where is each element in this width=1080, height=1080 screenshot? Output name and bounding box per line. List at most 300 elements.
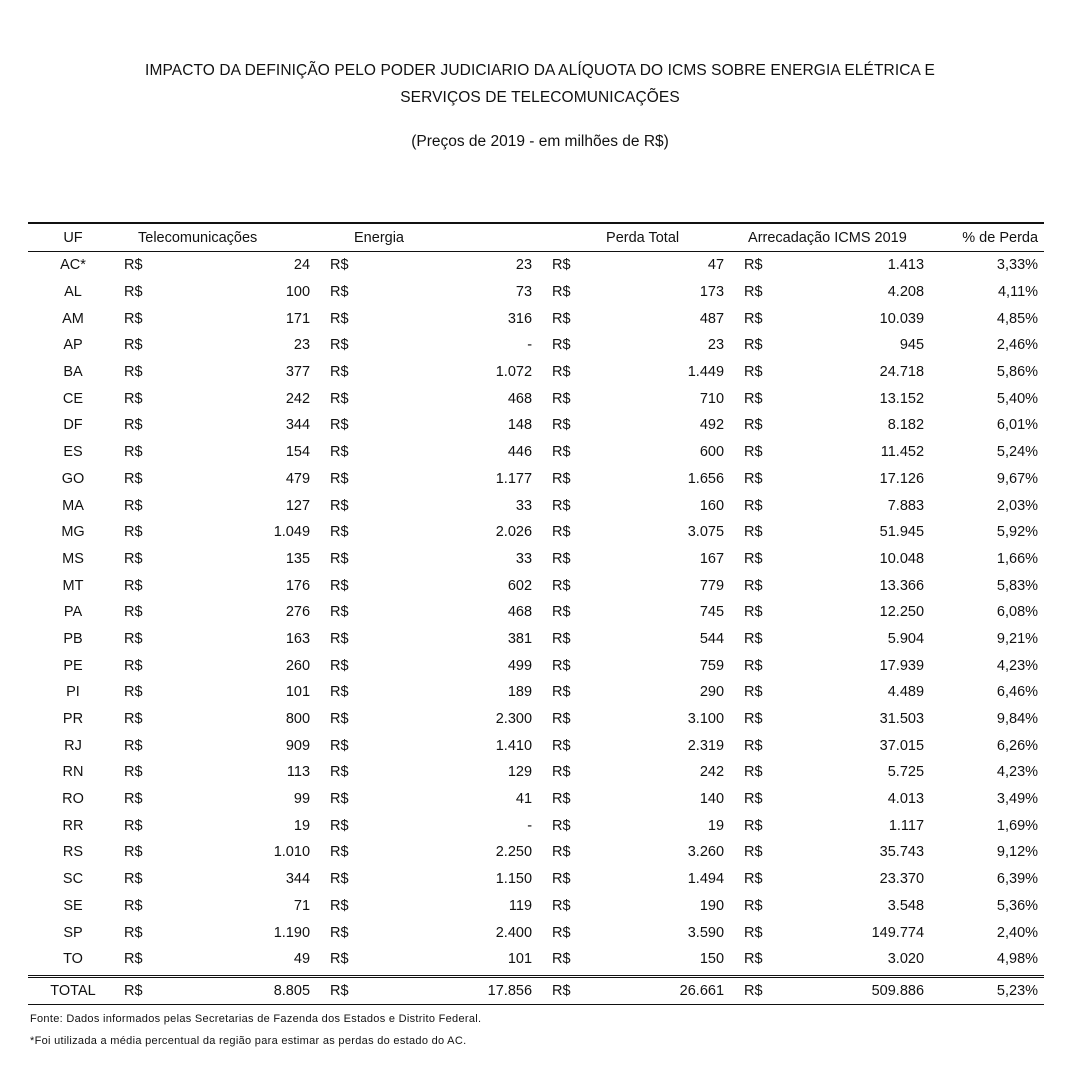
cell-arrecadacao: 4.208 (887, 284, 925, 301)
currency-label: R$ (744, 604, 763, 621)
cell-telecom: 127 (285, 497, 311, 514)
cell-energia: 189 (507, 684, 533, 701)
table-row (28, 786, 1044, 813)
cell-energia: - (527, 337, 533, 354)
notes (30, 1008, 481, 1052)
source-note: Fonte: Dados informados pelas Secretarias de Fazenda dos Estados e Distrito Federal. (30, 1013, 482, 1025)
cell-energia: 2.026 (495, 524, 533, 541)
cell-telecom: 1.049 (273, 524, 311, 541)
cell-telecom: 99 (293, 791, 311, 808)
cell-energia: 33 (515, 497, 533, 514)
currency-label: R$ (552, 550, 571, 567)
currency-label: R$ (330, 684, 349, 701)
cell-telecom: 19 (293, 817, 311, 834)
currency-label: R$ (124, 924, 143, 941)
total-telecom: 8.805 (273, 982, 311, 999)
cell-uf: AM (62, 310, 84, 327)
cell-telecom: 800 (285, 711, 311, 728)
cell-arrecadacao: 24.718 (879, 364, 925, 381)
total-arrecadacao: 509.886 (871, 982, 925, 999)
title-line-2: SERVIÇOS DE TELECOMUNICAÇÕES (400, 89, 680, 106)
cell-pct: 3,33% (996, 257, 1039, 274)
currency-label: R$ (552, 444, 571, 461)
currency-label: R$ (552, 524, 571, 541)
header-uf: UF (63, 229, 83, 246)
cell-pct: 6,01% (996, 417, 1039, 434)
cell-uf: PA (63, 604, 83, 621)
cell-pct: 6,39% (996, 871, 1039, 888)
currency-label: R$ (330, 764, 349, 781)
currency-label: R$ (552, 982, 571, 999)
cell-pct: 5,92% (996, 524, 1039, 541)
currency-label: R$ (744, 844, 763, 861)
cell-arrecadacao: 5.725 (887, 764, 925, 781)
currency-label: R$ (552, 924, 571, 941)
currency-label: R$ (744, 284, 763, 301)
currency-label: R$ (330, 871, 349, 888)
currency-label: R$ (124, 657, 143, 674)
currency-label: R$ (552, 577, 571, 594)
table-row (28, 599, 1044, 626)
cell-pct: 1,69% (996, 817, 1039, 834)
cell-arrecadacao: 17.126 (879, 470, 925, 487)
cell-telecom: 1.010 (273, 844, 311, 861)
title-line-1: IMPACTO DA DEFINIÇÃO PELO PODER JUDICIARIO DA ALÍQUOTA DO ICMS SOBRE ENERGIA ELÉTRICA E (145, 62, 935, 79)
cell-telecom: 260 (285, 657, 311, 674)
cell-arrecadacao: 149.774 (871, 924, 925, 941)
currency-label: R$ (124, 470, 143, 487)
currency-label: R$ (330, 817, 349, 834)
cell-pct: 3,49% (996, 791, 1039, 808)
table-row (28, 706, 1044, 733)
cell-perda-total: 3.260 (687, 844, 725, 861)
table-row (28, 572, 1044, 599)
currency-label: R$ (330, 257, 349, 274)
cell-perda-total: 600 (699, 444, 725, 461)
cell-energia: - (527, 817, 533, 834)
cell-perda-total: 779 (699, 577, 725, 594)
currency-label: R$ (124, 764, 143, 781)
cell-perda-total: 2.319 (687, 737, 725, 754)
cell-energia: 1.177 (495, 470, 533, 487)
cell-perda-total: 173 (699, 284, 725, 301)
cell-pct: 1,66% (996, 550, 1039, 567)
cell-perda-total: 19 (707, 817, 725, 834)
currency-label: R$ (330, 310, 349, 327)
currency-label: R$ (124, 897, 143, 914)
table-row (28, 359, 1044, 386)
cell-energia: 101 (507, 951, 533, 968)
currency-label: R$ (330, 364, 349, 381)
cell-energia: 41 (515, 791, 533, 808)
currency-label: R$ (552, 390, 571, 407)
currency-label: R$ (552, 791, 571, 808)
cell-pct: 9,67% (996, 470, 1039, 487)
currency-label: R$ (552, 737, 571, 754)
currency-label: R$ (330, 390, 349, 407)
cell-energia: 1.072 (495, 364, 533, 381)
currency-label: R$ (124, 524, 143, 541)
cell-pct: 4,98% (996, 951, 1039, 968)
cell-arrecadacao: 10.039 (879, 310, 925, 327)
currency-label: R$ (552, 630, 571, 647)
currency-label: R$ (124, 284, 143, 301)
currency-label: R$ (124, 390, 143, 407)
table-row (28, 679, 1044, 706)
cell-pct: 6,26% (996, 737, 1039, 754)
table-row (28, 385, 1044, 412)
table-row (28, 866, 1044, 893)
cell-energia: 119 (508, 897, 533, 914)
cell-telecom: 276 (285, 604, 311, 621)
cell-uf: AP (63, 337, 83, 354)
document-title (40, 57, 1040, 111)
cell-uf: GO (61, 470, 85, 487)
cell-telecom: 171 (285, 310, 311, 327)
currency-label: R$ (124, 364, 143, 381)
cell-telecom: 49 (293, 951, 311, 968)
cell-telecom: 163 (285, 630, 311, 647)
cell-energia: 602 (507, 577, 533, 594)
cell-perda-total: 3.590 (687, 924, 725, 941)
cell-energia: 33 (515, 550, 533, 567)
currency-label: R$ (744, 924, 763, 941)
currency-label: R$ (330, 657, 349, 674)
cell-pct: 6,08% (996, 604, 1039, 621)
cell-arrecadacao: 13.152 (879, 390, 925, 407)
table-row (28, 279, 1044, 306)
currency-label: R$ (552, 897, 571, 914)
cell-arrecadacao: 11.452 (880, 444, 925, 461)
currency-label: R$ (124, 844, 143, 861)
currency-label: R$ (744, 684, 763, 701)
cell-energia: 2.400 (495, 924, 533, 941)
cell-perda-total: 544 (699, 630, 725, 647)
currency-label: R$ (124, 871, 143, 888)
header-perda-pct: % de Perda (962, 229, 1039, 246)
cell-telecom: 23 (293, 337, 311, 354)
cell-arrecadacao: 7.883 (887, 497, 925, 514)
cell-energia: 73 (515, 284, 533, 301)
currency-label: R$ (552, 284, 571, 301)
cell-energia: 1.150 (495, 871, 533, 888)
currency-label: R$ (124, 791, 143, 808)
currency-label: R$ (552, 844, 571, 861)
currency-label: R$ (744, 817, 763, 834)
currency-label: R$ (330, 577, 349, 594)
currency-label: R$ (744, 897, 763, 914)
currency-label: R$ (552, 604, 571, 621)
currency-label: R$ (744, 737, 763, 754)
cell-arrecadacao: 10.048 (879, 550, 925, 567)
header-telecom: Telecomunicações (138, 229, 258, 246)
cell-arrecadacao: 8.182 (887, 417, 925, 434)
cell-arrecadacao: 4.489 (887, 684, 925, 701)
cell-arrecadacao: 17.939 (879, 657, 925, 674)
cell-telecom: 100 (285, 284, 311, 301)
cell-pct: 5,24% (996, 444, 1039, 461)
currency-label: R$ (744, 257, 763, 274)
currency-label: R$ (124, 257, 143, 274)
cell-arrecadacao: 4.013 (887, 791, 925, 808)
currency-label: R$ (552, 257, 571, 274)
cell-telecom: 377 (285, 364, 311, 381)
table-row (28, 812, 1044, 839)
cell-arrecadacao: 13.366 (879, 577, 925, 594)
cell-pct: 5,36% (996, 897, 1039, 914)
cell-pct: 9,21% (996, 630, 1039, 647)
currency-label: R$ (330, 844, 349, 861)
currency-label: R$ (744, 497, 763, 514)
currency-label: R$ (330, 337, 349, 354)
table-row (28, 252, 1044, 279)
currency-label: R$ (124, 577, 143, 594)
currency-label: R$ (744, 577, 763, 594)
currency-label: R$ (330, 470, 349, 487)
cell-perda-total: 759 (699, 657, 725, 674)
table-row (28, 412, 1044, 439)
currency-label: R$ (124, 684, 143, 701)
currency-label: R$ (330, 550, 349, 567)
cell-arrecadacao: 1.117 (888, 817, 925, 834)
currency-label: R$ (330, 417, 349, 434)
currency-label: R$ (330, 982, 349, 999)
cell-telecom: 176 (285, 577, 311, 594)
cell-perda-total: 290 (699, 684, 725, 701)
cell-energia: 468 (507, 390, 533, 407)
currency-label: R$ (552, 711, 571, 728)
cell-uf: BA (63, 364, 83, 381)
table-total-row (28, 976, 1044, 1004)
table-row (28, 305, 1044, 332)
cell-uf: RR (62, 817, 84, 834)
cell-perda-total: 492 (699, 417, 725, 434)
currency-label: R$ (744, 364, 763, 381)
currency-label: R$ (330, 524, 349, 541)
currency-label: R$ (552, 871, 571, 888)
cell-uf: MT (62, 577, 84, 594)
cell-telecom: 344 (285, 871, 311, 888)
currency-label: R$ (124, 310, 143, 327)
currency-label: R$ (124, 497, 143, 514)
cell-pct: 4,11% (997, 284, 1039, 301)
cell-perda-total: 23 (707, 337, 725, 354)
cell-telecom: 24 (293, 257, 311, 274)
currency-label: R$ (552, 337, 571, 354)
cell-perda-total: 190 (699, 897, 725, 914)
cell-arrecadacao: 3.548 (887, 897, 925, 914)
table-row (28, 893, 1044, 920)
cell-uf: MS (62, 550, 84, 567)
cell-energia: 446 (507, 444, 533, 461)
cell-arrecadacao: 5.904 (887, 630, 925, 647)
currency-label: R$ (744, 470, 763, 487)
currency-label: R$ (330, 444, 349, 461)
cell-energia: 468 (507, 604, 533, 621)
currency-label: R$ (330, 791, 349, 808)
cell-arrecadacao: 23.370 (879, 871, 925, 888)
total-perda-total: 26.661 (679, 982, 725, 999)
cell-uf: PI (66, 684, 80, 701)
currency-label: R$ (124, 711, 143, 728)
currency-label: R$ (744, 550, 763, 567)
currency-label: R$ (330, 951, 349, 968)
icms-impact-table (28, 222, 1044, 1005)
currency-label: R$ (552, 657, 571, 674)
cell-telecom: 101 (285, 684, 311, 701)
currency-label: R$ (744, 524, 763, 541)
cell-energia: 499 (507, 657, 533, 674)
header-energia: Energia (354, 229, 404, 246)
table-row (28, 492, 1044, 519)
cell-arrecadacao: 51.945 (879, 524, 925, 541)
currency-label: R$ (330, 924, 349, 941)
cell-arrecadacao: 35.743 (879, 844, 925, 861)
cell-uf: PR (62, 711, 84, 728)
cell-perda-total: 167 (699, 550, 725, 567)
cell-pct: 9,12% (996, 844, 1039, 861)
cell-telecom: 479 (285, 470, 311, 487)
cell-arrecadacao: 12.250 (879, 604, 925, 621)
currency-label: R$ (124, 444, 143, 461)
cell-telecom: 135 (285, 550, 311, 567)
cell-energia: 148 (507, 417, 533, 434)
cell-telecom: 344 (285, 417, 311, 434)
cell-uf: CE (62, 390, 84, 407)
cell-perda-total: 160 (699, 497, 725, 514)
currency-label: R$ (552, 817, 571, 834)
cell-energia: 129 (507, 764, 533, 781)
cell-uf: AC* (60, 257, 86, 274)
currency-label: R$ (124, 417, 143, 434)
currency-label: R$ (124, 604, 143, 621)
currency-label: R$ (744, 791, 763, 808)
cell-uf: MG (61, 524, 85, 541)
cell-pct: 4,85% (996, 310, 1039, 327)
table-body (28, 252, 1044, 977)
table-row (28, 466, 1044, 493)
table-row (28, 759, 1044, 786)
cell-perda-total: 47 (707, 257, 725, 274)
cell-pct: 5,40% (996, 390, 1039, 407)
cell-energia: 1.410 (495, 737, 533, 754)
cell-telecom: 71 (293, 897, 311, 914)
cell-perda-total: 745 (699, 604, 725, 621)
cell-perda-total: 3.075 (687, 524, 725, 541)
table-row (28, 546, 1044, 573)
cell-uf: PB (63, 630, 83, 647)
table-row (28, 439, 1044, 466)
currency-label: R$ (124, 737, 143, 754)
cell-uf: SE (63, 897, 83, 914)
currency-label: R$ (330, 497, 349, 514)
currency-label: R$ (744, 310, 763, 327)
currency-label: R$ (552, 684, 571, 701)
table-row (28, 652, 1044, 679)
currency-label: R$ (330, 630, 349, 647)
cell-pct: 5,86% (996, 364, 1039, 381)
cell-uf: SP (63, 924, 83, 941)
cell-perda-total: 140 (699, 791, 725, 808)
currency-label: R$ (552, 497, 571, 514)
cell-telecom: 154 (285, 444, 311, 461)
total-pct: 5,23% (996, 982, 1039, 999)
cell-energia: 2.300 (495, 711, 533, 728)
currency-label: R$ (552, 764, 571, 781)
cell-perda-total: 710 (699, 390, 725, 407)
cell-uf: ES (63, 444, 83, 461)
footnote: *Foi utilizada a média percentual da região para estimar as perdas do estado do AC. (30, 1035, 467, 1047)
cell-pct: 4,23% (996, 657, 1039, 674)
cell-uf: RJ (64, 737, 82, 754)
currency-label: R$ (744, 982, 763, 999)
cell-telecom: 242 (285, 390, 311, 407)
currency-label: R$ (124, 550, 143, 567)
currency-label: R$ (124, 817, 143, 834)
currency-label: R$ (552, 470, 571, 487)
currency-label: R$ (124, 982, 143, 999)
table-row (28, 946, 1044, 976)
cell-uf: PE (63, 657, 83, 674)
cell-uf: RO (62, 791, 84, 808)
currency-label: R$ (330, 604, 349, 621)
currency-label: R$ (330, 711, 349, 728)
cell-arrecadacao: 31.503 (879, 711, 925, 728)
cell-telecom: 1.190 (273, 924, 311, 941)
document-subtitle: (Preços de 2019 - em milhões de R$) (411, 133, 669, 150)
cell-uf: RS (62, 844, 84, 861)
currency-label: R$ (744, 390, 763, 407)
currency-label: R$ (124, 630, 143, 647)
cell-uf: MA (62, 497, 84, 514)
header-arrecadacao: Arrecadação ICMS 2019 (748, 229, 907, 246)
cell-pct: 4,23% (996, 764, 1039, 781)
cell-perda-total: 242 (699, 764, 725, 781)
currency-label: R$ (552, 364, 571, 381)
table-row (28, 332, 1044, 359)
cell-energia: 316 (507, 310, 533, 327)
cell-uf: TO (63, 951, 83, 968)
currency-label: R$ (330, 284, 349, 301)
table-header-row (28, 223, 1044, 252)
currency-label: R$ (744, 764, 763, 781)
cell-uf: AL (64, 284, 82, 301)
currency-label: R$ (330, 737, 349, 754)
currency-label: R$ (330, 897, 349, 914)
cell-arrecadacao: 3.020 (887, 951, 925, 968)
cell-perda-total: 1.449 (687, 364, 725, 381)
currency-label: R$ (744, 871, 763, 888)
currency-label: R$ (552, 417, 571, 434)
cell-pct: 2,40% (996, 924, 1039, 941)
currency-label: R$ (744, 337, 763, 354)
cell-energia: 23 (515, 257, 533, 274)
cell-arrecadacao: 945 (899, 337, 925, 354)
cell-arrecadacao: 1.413 (887, 257, 925, 274)
currency-label: R$ (744, 951, 763, 968)
cell-energia: 2.250 (495, 844, 533, 861)
cell-uf: SC (62, 871, 84, 888)
currency-label: R$ (744, 657, 763, 674)
table-row (28, 919, 1044, 946)
cell-perda-total: 1.656 (687, 470, 725, 487)
currency-label: R$ (744, 711, 763, 728)
cell-energia: 381 (507, 630, 533, 647)
cell-perda-total: 1.494 (687, 871, 725, 888)
currency-label: R$ (744, 444, 763, 461)
header-perda-total: Perda Total (606, 229, 680, 246)
total-energia: 17.856 (487, 982, 533, 999)
